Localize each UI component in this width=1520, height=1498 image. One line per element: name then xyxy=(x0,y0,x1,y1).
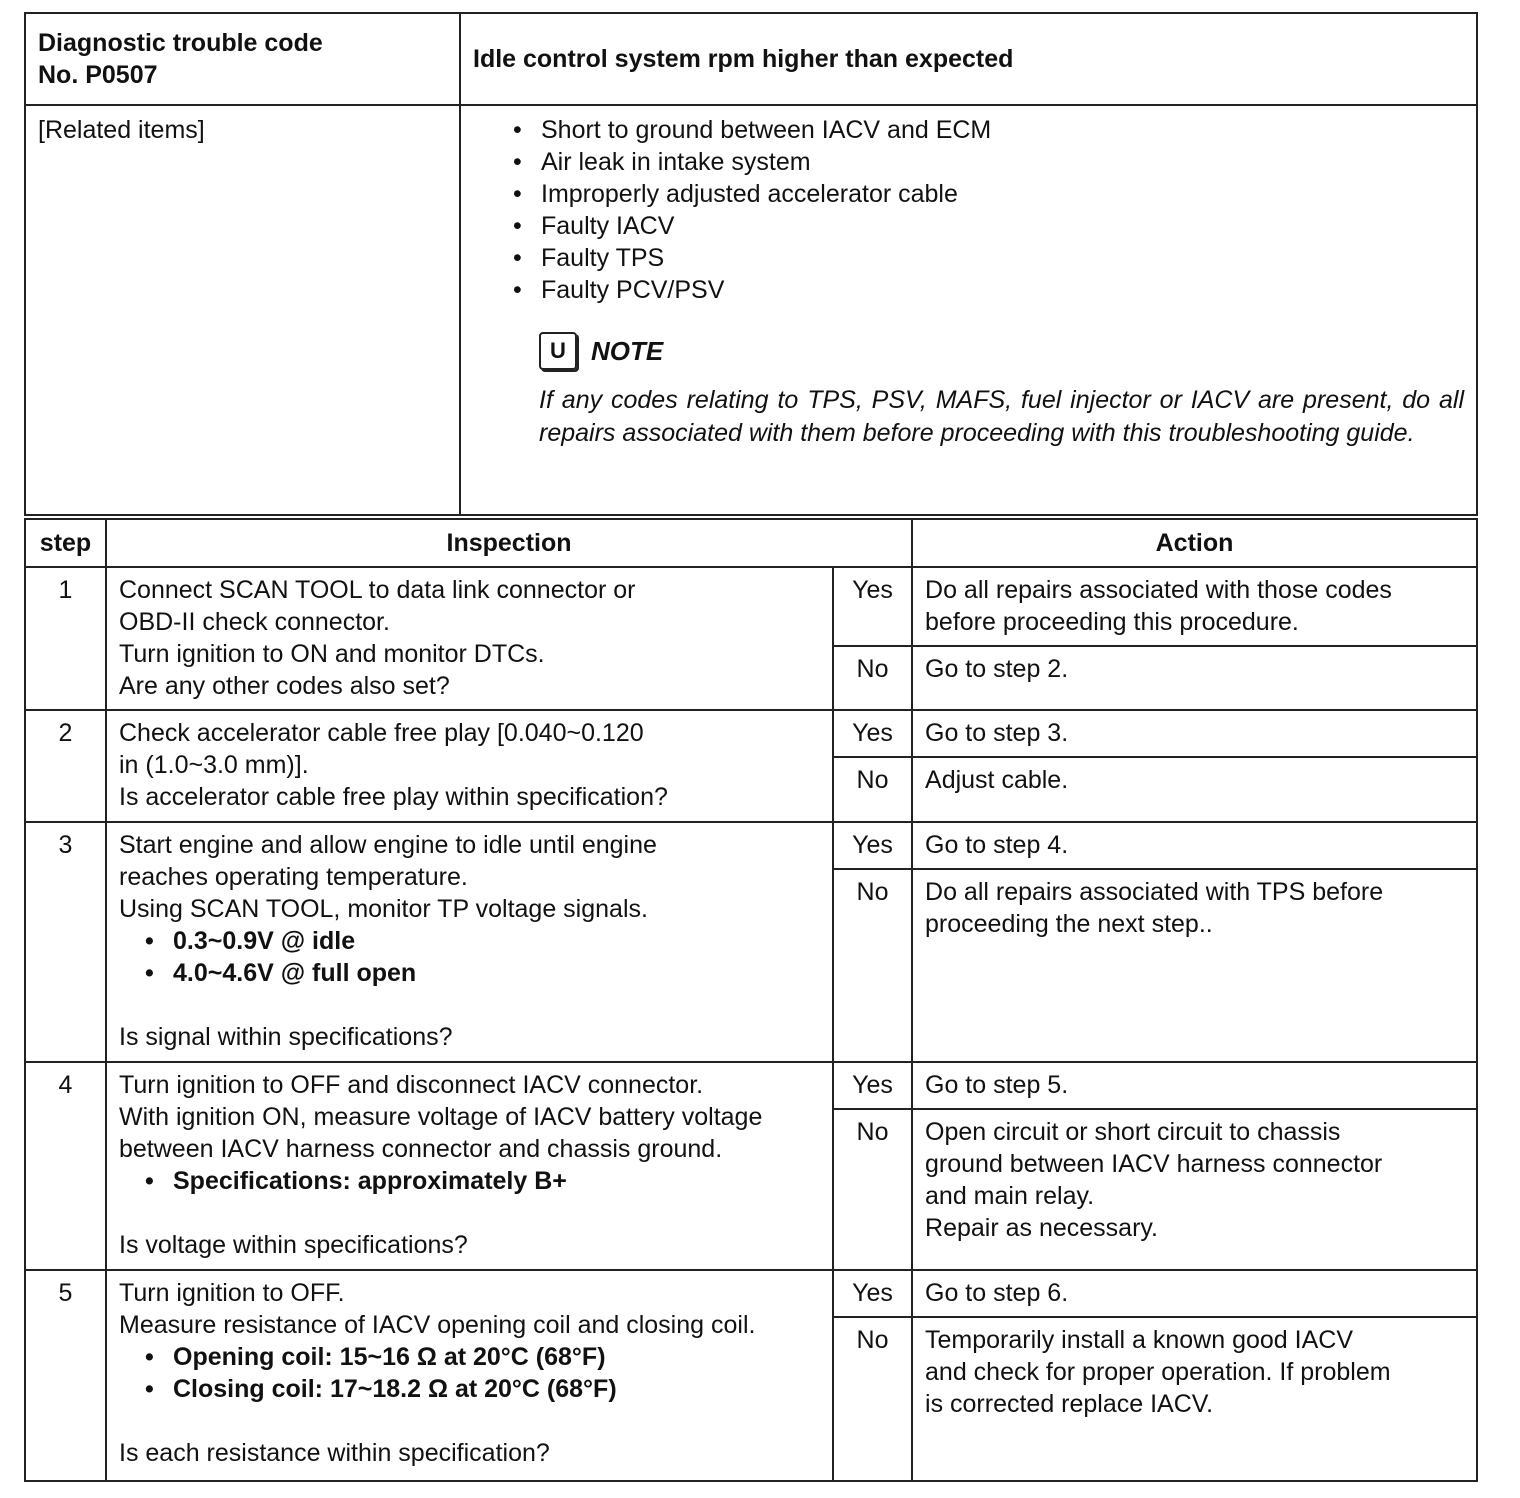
dtc-code-number: No. P0507 xyxy=(38,61,158,89)
yes-action xyxy=(912,567,1477,646)
step-inspection xyxy=(106,822,833,1062)
dtc-code-cell xyxy=(25,13,460,105)
spec-item: • 0.3~0.9V @ idle xyxy=(145,925,820,957)
spec-item: • 4.0~4.6V @ full open xyxy=(145,957,820,989)
spec-list xyxy=(119,1165,820,1197)
no-action xyxy=(912,646,1477,710)
no-label: No xyxy=(833,869,912,1062)
header-inspection: Inspection xyxy=(106,519,912,567)
inspection-line: Turn ignition to ON and monitor DTCs. xyxy=(119,640,545,668)
action-line: Do all repairs associated with TPS before xyxy=(925,878,1384,906)
related-items-list xyxy=(473,114,1464,306)
step-number: 5 xyxy=(25,1270,106,1481)
inspection-line: Turn ignition to OFF. xyxy=(119,1279,345,1307)
action-line: proceeding the next step.. xyxy=(925,910,1213,938)
inspection-line: Turn ignition to OFF and disconnect IACV connector. xyxy=(119,1071,704,1099)
inspection-line: Connect SCAN TOOL to data link connector or xyxy=(119,576,636,604)
no-label: No xyxy=(833,646,912,710)
inspection-line: between IACV harness connector and chassis ground. xyxy=(119,1135,723,1163)
inspection-line: in (1.0~3.0 mm)]. xyxy=(119,751,309,779)
header-step: step xyxy=(25,519,106,567)
yes-action xyxy=(912,1062,1477,1109)
dtc-info-table xyxy=(24,12,1478,516)
related-items-label: [Related items] xyxy=(25,105,460,515)
troubleshooting-table xyxy=(24,518,1478,1482)
action-line: and main relay. xyxy=(925,1182,1095,1210)
step-number: 3 xyxy=(25,822,106,1062)
no-label: No xyxy=(833,1317,912,1481)
inspection-line: reaches operating temperature. xyxy=(119,863,468,891)
inspection-line: Start engine and allow engine to idle until engine xyxy=(119,831,657,859)
related-item: • Faulty PCV/PSV xyxy=(513,274,1464,306)
inspection-question: Is voltage within specifications? xyxy=(119,1231,468,1259)
related-item: • Short to ground between IACV and ECM xyxy=(513,114,1464,146)
inspection-line: Are any other codes also set? xyxy=(119,672,450,700)
yes-action xyxy=(912,710,1477,757)
note-text: If any codes relating to TPS, PSV, MAFS, fuel injector or IACV are present, do all repairs associated with them before proceeding with this troubleshooting guide. xyxy=(539,386,1464,447)
inspection-line: Check accelerator cable free play [0.040~0.120 xyxy=(119,719,644,747)
action-line: Repair as necessary. xyxy=(925,1214,1158,1242)
yes-label: Yes xyxy=(833,1270,912,1317)
related-item: • Faulty IACV xyxy=(513,210,1464,242)
yes-label: Yes xyxy=(833,567,912,646)
related-item: • Improperly adjusted accelerator cable xyxy=(513,178,1464,210)
dtc-code-label: Diagnostic trouble code xyxy=(38,29,323,57)
spec-item: • Closing coil: 17~18.2 Ω at 20°C (68°F) xyxy=(145,1373,820,1405)
related-item: • Air leak in intake system xyxy=(513,146,1464,178)
step-inspection xyxy=(106,567,833,710)
no-label: No xyxy=(833,1109,912,1270)
inspection-line: OBD-II check connector. xyxy=(119,608,390,636)
action-line: before proceeding this procedure. xyxy=(925,608,1299,636)
yes-label: Yes xyxy=(833,1062,912,1109)
related-item: • Faulty TPS xyxy=(513,242,1464,274)
spec-list xyxy=(119,925,820,989)
note-box xyxy=(539,326,1464,450)
note-book-icon: U xyxy=(539,332,577,370)
action-line: Go to step 5. xyxy=(925,1071,1069,1099)
yes-action xyxy=(912,1270,1477,1317)
spec-item: • Opening coil: 15~16 Ω at 20°C (68°F) xyxy=(145,1341,820,1373)
action-line: is corrected replace IACV. xyxy=(925,1390,1214,1418)
step-number: 1 xyxy=(25,567,106,710)
spec-list xyxy=(119,1341,820,1405)
dtc-title: Idle control system rpm higher than expected xyxy=(460,13,1477,105)
step-number: 2 xyxy=(25,710,106,822)
no-label: No xyxy=(833,757,912,822)
yes-action xyxy=(912,822,1477,869)
inspection-line: Measure resistance of IACV opening coil and closing coil. xyxy=(119,1311,756,1339)
no-action xyxy=(912,869,1477,1062)
inspection-line: Using SCAN TOOL, monitor TP voltage signals. xyxy=(119,895,648,923)
yes-label: Yes xyxy=(833,822,912,869)
inspection-question: Is each resistance within specification? xyxy=(119,1439,550,1467)
spec-item: • Specifications: approximately B+ xyxy=(145,1165,820,1197)
action-line: and check for proper operation. If problem xyxy=(925,1358,1391,1386)
action-line: Adjust cable. xyxy=(925,766,1069,794)
step-number: 4 xyxy=(25,1062,106,1270)
note-heading xyxy=(539,326,1464,376)
step-inspection xyxy=(106,710,833,822)
step-inspection xyxy=(106,1062,833,1270)
yes-label: Yes xyxy=(833,710,912,757)
action-line: Go to step 6. xyxy=(925,1279,1069,1307)
note-title: NOTE xyxy=(591,336,664,366)
action-line: Temporarily install a known good IACV xyxy=(925,1326,1353,1354)
related-items-cell xyxy=(460,105,1477,515)
step-inspection xyxy=(106,1270,833,1481)
action-line: Go to step 3. xyxy=(925,719,1069,747)
action-line: Open circuit or short circuit to chassis xyxy=(925,1118,1341,1146)
action-line: Go to step 4. xyxy=(925,831,1069,859)
header-action: Action xyxy=(912,519,1477,567)
action-line: Go to step 2. xyxy=(925,655,1069,683)
inspection-line: With ignition ON, measure voltage of IACV battery voltage xyxy=(119,1103,763,1131)
inspection-line: Is accelerator cable free play within specification? xyxy=(119,783,668,811)
no-action xyxy=(912,1317,1477,1481)
inspection-question: Is signal within specifications? xyxy=(119,1023,453,1051)
action-line: Do all repairs associated with those codes xyxy=(925,576,1392,604)
no-action xyxy=(912,1109,1477,1270)
action-line: ground between IACV harness connector xyxy=(925,1150,1383,1178)
no-action xyxy=(912,757,1477,822)
